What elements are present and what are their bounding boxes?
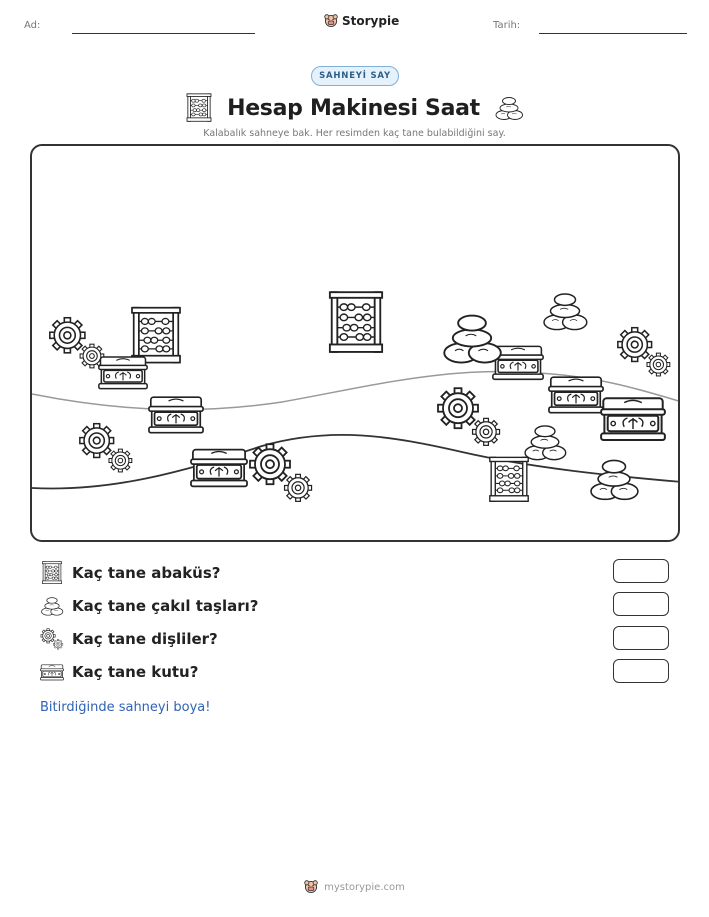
- question-row-pebbles: [40, 593, 258, 619]
- page-title: [0, 90, 709, 126]
- gears-3: [250, 444, 312, 501]
- question-text: Kaç tane dişliler?: [72, 630, 218, 648]
- answer-box-gears[interactable]: [613, 626, 669, 650]
- question-row-chest: [40, 659, 198, 685]
- name-line[interactable]: [72, 33, 255, 34]
- gears-4: [438, 388, 500, 445]
- date-line[interactable]: [539, 33, 687, 34]
- brand-name: Storypie: [342, 14, 400, 28]
- gears-2: [80, 424, 132, 472]
- brand-logo: [324, 14, 399, 28]
- footer: [0, 880, 709, 894]
- question-text: Kaç tane kutu?: [72, 663, 199, 681]
- question-text: Kaç tane çakıl taşları?: [72, 597, 259, 615]
- date-label: Tarih:: [493, 20, 521, 31]
- answer-box-abacus[interactable]: [613, 559, 669, 583]
- gears-icon: [40, 628, 64, 650]
- question-row-gears: [40, 626, 218, 652]
- gears-1: [50, 318, 104, 368]
- chest-5: [549, 377, 603, 412]
- counting-scene[interactable]: [30, 144, 680, 542]
- coloring-instruction: Bitirdiğinde sahneyi boya!: [40, 700, 211, 715]
- chest-icon: [40, 662, 64, 682]
- storypie-logo-icon: [304, 880, 318, 894]
- instructions: Kalabalık sahneye bak. Her resimden kaç tane bulabildiğini say.: [203, 128, 506, 139]
- chest-3: [191, 450, 247, 487]
- activity-badge: SAHNEYİ SAY: [311, 66, 399, 86]
- gears-5: [618, 328, 670, 376]
- name-label: Ad:: [24, 20, 41, 31]
- question-text: Kaç tane abaküs?: [72, 564, 221, 582]
- pebbles-4: [591, 460, 638, 499]
- pebbles-2: [544, 294, 587, 330]
- answer-box-pebbles[interactable]: [613, 592, 669, 616]
- abacus-icon: [185, 93, 213, 123]
- chest-6: [601, 398, 665, 440]
- pebbles-3: [525, 426, 566, 460]
- footer-url[interactable]: mystorypie.com: [324, 881, 405, 893]
- answer-box-chest[interactable]: [613, 659, 669, 683]
- scene-illustration: [32, 146, 680, 542]
- abacus-3: [490, 457, 528, 501]
- abacus-icon: [40, 561, 64, 585]
- pebbles-icon: [494, 95, 524, 121]
- pebbles-1: [444, 316, 501, 363]
- question-row-abacus: [40, 560, 221, 586]
- chest-2: [149, 397, 203, 432]
- storypie-logo-icon: [324, 14, 338, 28]
- page-title-text: Hesap Makinesi Saat: [227, 95, 480, 121]
- abacus-1: [132, 308, 180, 363]
- pebbles-icon: [40, 595, 64, 617]
- chest-1: [99, 357, 147, 389]
- abacus-2: [330, 292, 382, 352]
